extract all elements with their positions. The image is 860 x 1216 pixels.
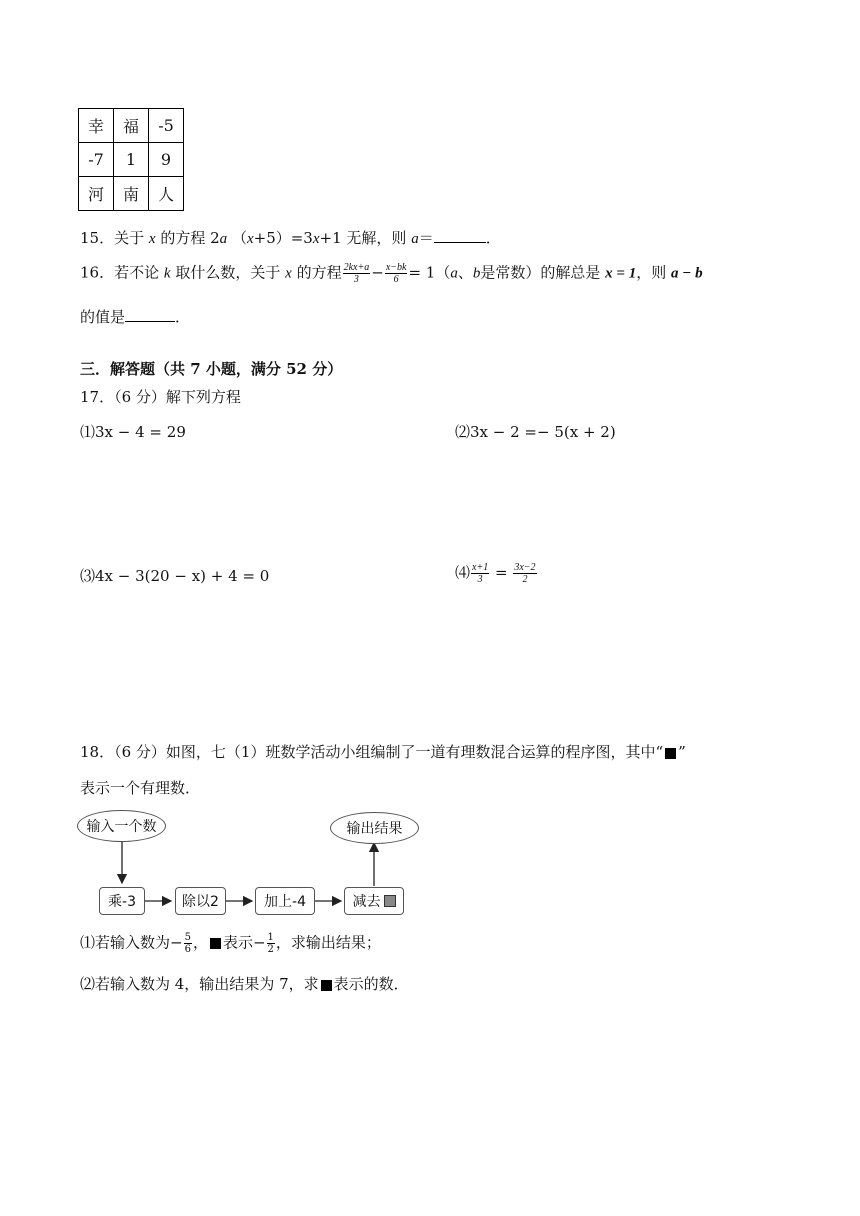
text: （ (435, 263, 451, 282)
text: ⑴若输入数为− (80, 933, 183, 952)
numerator: 2kx+a (343, 262, 370, 273)
text: 关于 (114, 229, 145, 247)
equation: 3x − 2 =− 5(x + 2) (470, 423, 616, 441)
black-square-icon (210, 938, 221, 949)
equation: 3x − 4 = 29 (95, 423, 186, 441)
part-label: ⑶ (80, 567, 96, 585)
text: ． (485, 229, 501, 247)
black-square-icon (321, 980, 332, 991)
numerator: x−bk (385, 262, 407, 273)
text: ＝ (418, 229, 434, 247)
variable: x (285, 265, 292, 282)
text: 、 (457, 263, 473, 282)
denominator: 6 (393, 274, 399, 285)
text: （ (231, 229, 247, 247)
variable: x (148, 231, 156, 247)
equals: = (494, 563, 508, 582)
text: 表示的数． (333, 975, 409, 993)
fraction (267, 932, 275, 955)
question-number: 16． (80, 263, 115, 282)
q18-sub1 (80, 932, 381, 955)
grid-cell: 福 (114, 109, 149, 143)
text: ， (192, 933, 208, 952)
part-label: ⑵ (455, 423, 471, 441)
grid-cell: 幸 (79, 109, 114, 143)
text: 取什么数，关于 (175, 263, 281, 282)
numerator: x+1 (472, 562, 489, 573)
question-18-line2: 表示一个有理数． (80, 779, 201, 797)
text: ． (175, 308, 191, 326)
step-label: 减去 (352, 894, 381, 910)
text: 是常数）的解总是 (480, 263, 601, 282)
equals: = 1 (408, 263, 436, 282)
denominator: 6 (184, 944, 191, 955)
grid-cell: -5 (149, 109, 184, 143)
solution: x = 1 (605, 265, 637, 282)
text: ⑵若输入数为 4，输出结果为 7，求 (80, 975, 319, 993)
variable: x (312, 231, 320, 247)
variable: k (163, 265, 171, 282)
input-node: 输入一个数 (77, 810, 166, 842)
numerator: 5 (184, 932, 191, 943)
text: 的方程 2 (160, 229, 220, 247)
denominator: 2 (522, 574, 528, 585)
part-label: ⑴ (80, 423, 96, 441)
step-divide: 除以2 (175, 887, 226, 915)
grid-cell: -7 (79, 143, 114, 177)
fraction (184, 932, 192, 955)
variable: a (411, 231, 419, 247)
variable: a (450, 265, 458, 282)
text: ” (678, 743, 686, 761)
text: +1 无解，则 (319, 229, 407, 247)
grid-cell: 1 (114, 143, 149, 177)
text: 表示− (222, 933, 266, 952)
variable: b (472, 265, 481, 282)
variable: x (246, 231, 254, 247)
numerator: 1 (267, 932, 274, 943)
equation: 4x − 3(20 − x) + 4 = 0 (95, 567, 270, 585)
variable: a (219, 231, 228, 247)
part-label: ⑷ (455, 563, 471, 582)
output-node: 输出结果 (330, 812, 419, 844)
grid-cell: 河 (79, 177, 114, 211)
text: 若不论 (114, 263, 160, 282)
denominator: 3 (477, 574, 483, 585)
denominator: 2 (267, 944, 274, 955)
text: ，则 (636, 263, 667, 282)
grid-cell: 9 (149, 143, 184, 177)
q18-sub2 (80, 974, 409, 994)
text: 的值是 (80, 308, 126, 326)
operator: − (371, 263, 384, 282)
section-heading: 三．解答题（共 7 小题，满分 52 分） (80, 360, 343, 378)
gray-square-icon (384, 895, 396, 907)
denominator: 3 (353, 274, 359, 285)
text: +5）=3 (253, 229, 313, 247)
step-multiply: 乘-3 (99, 887, 145, 915)
step-add: 加上-4 (255, 887, 315, 915)
numerator: 3x−2 (514, 562, 536, 573)
text: 的方程 (296, 263, 342, 282)
question-number: 15． (80, 229, 115, 247)
text: ，求输出结果； (275, 933, 381, 952)
expression: a − b (671, 265, 703, 282)
text: 18．（6 分）如图，七（1）班数学活动小组编制了一道有理数混合运算的程序图，其中“ (80, 743, 664, 761)
question-17-title: 17．（6 分）解下列方程 (80, 388, 241, 406)
grid-cell: 南 (114, 177, 149, 211)
step-subtract (344, 887, 404, 915)
grid-cell: 人 (149, 177, 184, 211)
